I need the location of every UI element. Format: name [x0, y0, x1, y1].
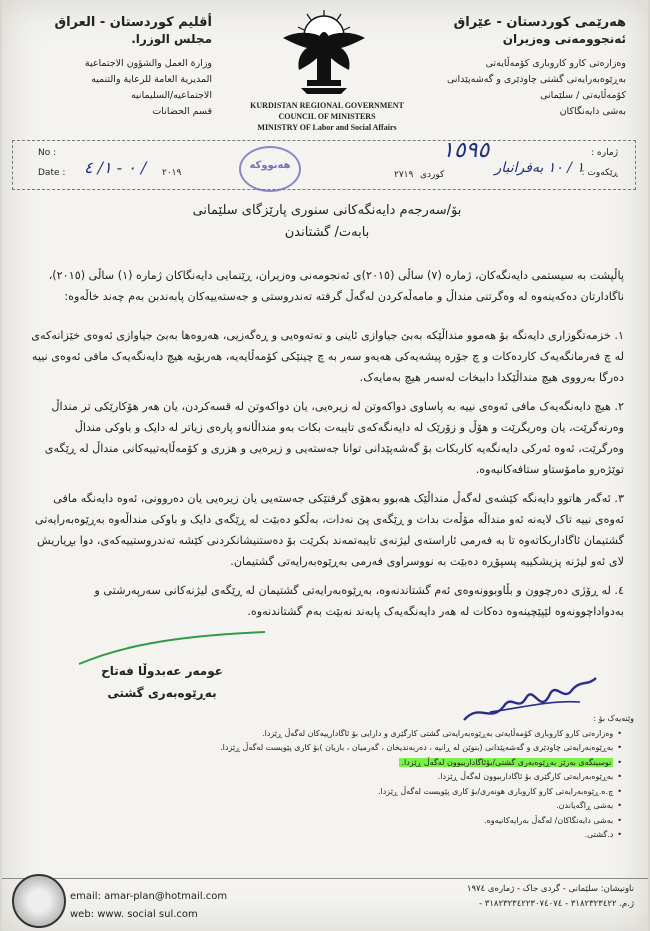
- footer-address-line: ناونیشان: سلێمانی - گردی جاک - ژمارەی ١٩٧٤: [466, 884, 634, 894]
- footer-email: email: amar-plan@hotmail.com: [70, 891, 228, 902]
- cc-item: • بەشی دایەنگاکان/ لەگەڵ بەرایەکانیەوە.: [154, 814, 622, 829]
- cc-item: • وەزارەتی کارو کاروباری کۆمەڵایەتی بەڕێوەبەرایەتی گشتی کارگێری و دارایی بۆ ئاگادارییەکان لەگەڵ ڕێزدا.: [154, 727, 622, 742]
- footer-web-label: web:: [70, 909, 95, 920]
- handwritten-date: ٠ - ١/ ٤ /: [84, 158, 147, 177]
- signer-name: عومەر عەبدوڵا فەتاح: [101, 664, 223, 678]
- letter-page: [2, 0, 648, 931]
- subject-block: [142, 200, 512, 244]
- cc-item: • بەڕێوەبەرایەتی چاودێری و گەشەپێدانی (بنوێن لە ڕانیە ، دەربەندیخان ، گەرمیان ، بازیان )بۆ کاری پێویست لەگەڵ ڕێزدا.: [154, 741, 622, 756]
- kurdish-region: هەرێمی کوردستان - عێراق: [453, 15, 626, 30]
- footer-phones: ژ.م. ٣١٨٢٣٢٣٤٢٢ - ٣١٨٢٣٢٣٤٢٢٣٠٧٤٠٧٤ -: [478, 899, 634, 909]
- subject-line: بابەت/ گشتاندن: [284, 225, 370, 240]
- cc-item: • بەشی ڕاگەیاندن.: [154, 799, 622, 814]
- point-3: ٣. ئەگەر هاتوو دایەنگە کێشەی لەگەڵ منداڵێک هەبوو بەهۆی گرفتێکی جەستەیی یان زیرەیی یان دەروونی، ئەوە دایەنگە مافی ئەوەی نییە تاک لایەنە ئەو منداڵە مۆڵەت بدات و ڕێگەی پێ نەدات، بەڵکو دەبێت لە ڕێگەی دایک و باوکی منداڵەوە بەڕێوەبەرایەتی گشتیمان ئاگاداربکاتەوە تا بە فەرمی ئاراستەی لیژنەی تایبەتمەند بکرێت بۆ دەستنیشانکردنی کێشە تەندروستییەکەی، دوا بڕیاریش لای ئەو لیژنە پزیشکییە پسپۆڕە دەبێت بە نووسراوی فەرمی بەڕێوەبەرایەتی گشتیمان.: [34, 492, 624, 568]
- kurdish-office: کۆمەڵایەتی / سلێمانی: [540, 90, 626, 101]
- arabic-ministry: وزارة العمل والشؤون الاجتماعية: [84, 58, 212, 69]
- footer-web: www. social sul.com: [97, 909, 198, 920]
- letter-body: [26, 265, 624, 630]
- received-stamp: [239, 146, 301, 192]
- eagle-crest-icon: [277, 8, 372, 98]
- handwritten-kurdish-date: ١ / ١٠ بەفرانبار: [494, 160, 584, 176]
- arabic-directorate: المديرية العامة للرعاية والتنميه: [91, 74, 212, 85]
- kurdish-year-suffix: کوردی: [420, 170, 445, 180]
- kurdish-no-label: ژمارە :: [591, 148, 618, 158]
- handwritten-number: ١٥٩٥: [442, 138, 490, 163]
- kurdish-date-label: ڕێکەوت :: [581, 168, 618, 178]
- ministry-seal-icon: [12, 874, 66, 928]
- cc-item: • د.گشتی.: [154, 828, 622, 843]
- cc-list: [154, 712, 634, 843]
- kurdish-ministry: وەزارەتی کارو کاروباری کۆمەڵایەتی: [485, 58, 626, 69]
- english-line-2: COUNCIL OF MINISTERS: [278, 112, 376, 121]
- arabic-region: أقليم كوردستان - العراق: [54, 15, 212, 30]
- cc-item-highlighted: [154, 756, 622, 771]
- footer-divider: [2, 878, 648, 879]
- kurdish-council: ئەنجوومەنی وەزیران: [502, 32, 626, 46]
- point-2: ٢. هیچ دایەنگەیەک مافی ئەوەی نییە بە پاساوی دواکەوتن لە زیرەیی، یان دواکەوتن لە قسەکردن، یان هەر هۆکارێکی تر منداڵ وەرنەگرێت، یان وەریگرێت و هۆڵ و زۆرێک لە دایەنگەکەی تایبەت بکات بەو منداڵانەو پارەی زیاتر لە دایک و باوکی منداڵ وەرگرێت، ئەوە ئەرکی دایەنگەیە کاربکات بۆ گەشەپێدانی توانا جەستەیی و زیرەیی و هزری و کۆمەڵایەتییەکانی منداڵ لە ڕێگەی توێژەرو مامۆستاو ستافەکانیەوە.: [44, 400, 624, 476]
- point-1: ١. خزمەتگوزاری دایەنگە بۆ هەموو منداڵێکە بەبێ جیاوازی ئاینی و نەتەوەیی و ڕەگەزیی، هەروەها بەبێ جیاوازی ئەوەی خێزانەکەی لە چ فەرمانگەیەک کاردەکات و چ جۆرە پیشەیەکی هەیەو سەر بە چ چینێکی کۆمەڵایەیە، هەربۆیە هیچ دایەنگەیەک مافی ئەوەی نییە دەرگا بەرووی هیچ منداڵێکدا داببخات لەسەر هیچ بەمایەک.: [31, 329, 624, 384]
- kurdish-directorate: بەڕێوەبەرایەتی گشتی چاودێری و گەشەپێدانی: [446, 74, 626, 85]
- signer-title: بەڕێوەبەری گشتی: [107, 686, 217, 700]
- footer-web-row: [70, 906, 227, 924]
- cc-heading: وێنەیەک بۆ :: [593, 714, 634, 723]
- cc-item: • بەڕێوەبەرایەتی کارگێری بۆ ئاگاداربیوون لەگەڵ ڕێزدا.: [154, 770, 622, 785]
- english-line-3: MINISTRY OF Labor and Social Affairs: [257, 123, 397, 132]
- cc-item: • چ.ە.ڕێوەبەرایەتی کارو کاروباری هونەری/بۆ کاری پێویست لەگەڵ ڕێزدا.: [154, 785, 622, 800]
- date-label: Date :: [38, 168, 66, 178]
- footer-contacts: [70, 888, 227, 924]
- no-label: No :: [38, 148, 57, 158]
- point-4: ٤. لە ڕۆژی دەرچوون و بڵاوبوونەوەی ئەم گشتاندنەوە، بەڕێوەبەرایەتی گشتیمان لە ڕێگەی لیژنەکانی سەرپەرشتی و بەدواداچوونەوە لێپێچینەوە دەکات لە هەر دایەنگەیەک پابەند نەبێت بەم گشتاندنەوە.: [94, 584, 624, 618]
- english-letterhead: [232, 100, 422, 133]
- addressee: بۆ/سەرجەم دایەنگەکانی سنوری پارێزگای سلێمانی: [192, 203, 462, 218]
- arabic-letterhead: [32, 14, 212, 120]
- arabic-section: قسم الحضانات: [152, 106, 212, 117]
- english-line-1: KURDISTAN REGIONAL GOVERNMENT: [250, 101, 404, 110]
- kurdish-letterhead: [426, 14, 626, 120]
- highlight: نوسینگەی بەرێز بەڕێوەبەری گشتی/بۆئاگاداربیوون لەگەڵ ڕێزدا.: [401, 757, 612, 767]
- arabic-council: مجلس الوزرا.: [131, 32, 212, 46]
- arabic-office: الاجتماعيه/السليمانيه: [130, 90, 212, 101]
- signer-block: [72, 660, 252, 704]
- kurdish-year: ٢٧١٩: [394, 170, 414, 180]
- intro-paragraph: پاڵپشت بە سیستمی دایەنگەکان، ژمارە (٧) ساڵی (٢٠١٥)ی ئەنجومەنی وەزیران، ڕێنمایی دایەنگاکان ژمارە (١) ساڵی (٢٠١٥)، ناگادارتان دەکەینەوە لە وەگرتنی منداڵ و مامەڵەکردن لەگەڵ گرفتە تەندروستی و جەستەییەکان پابەندبن بەم چەند خاڵەوە:: [48, 269, 624, 303]
- kurdish-section: بەشی دایەنگاکان: [559, 106, 626, 117]
- footer-address: [364, 882, 634, 912]
- date-year: ٢٠١٩: [162, 168, 182, 178]
- stamp-label: هەنووکە: [249, 160, 291, 171]
